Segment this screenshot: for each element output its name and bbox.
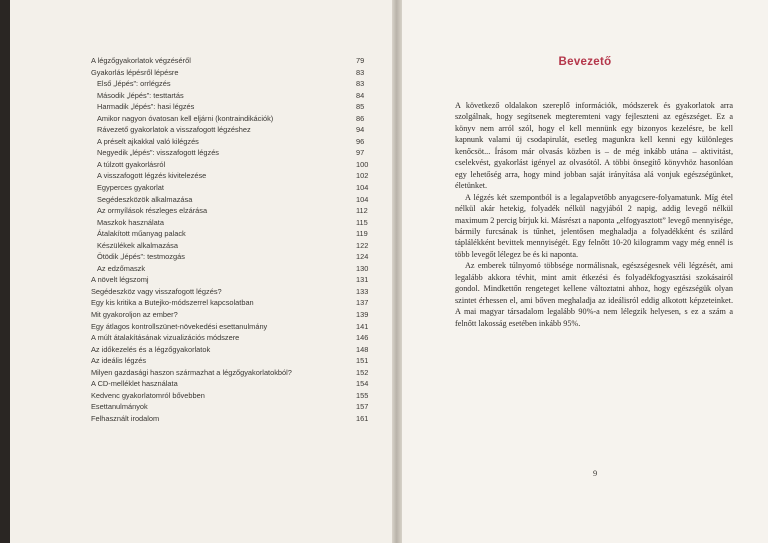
toc-entry — [91, 182, 376, 194]
toc-entry-title: Segédeszköz vagy visszafogott légzés? — [91, 286, 222, 296]
toc-entry-page: 148 — [356, 344, 369, 354]
toc-entry — [91, 101, 376, 113]
toc-entry-title: Első „lépés”: orrlégzés — [97, 79, 171, 89]
toc-entry-page: 154 — [356, 379, 369, 389]
toc-entry-title: Negyedik „lépés”: visszafogott légzés — [97, 148, 220, 158]
toc-entry-page: 157 — [356, 402, 369, 412]
toc-entry-page: 141 — [356, 321, 369, 331]
toc-entry-page: 85 — [356, 102, 365, 112]
toc-entry — [91, 205, 376, 217]
toc-entry-title: Egy kis kritika a Butejko-módszerrel kapcsolatban — [91, 298, 254, 308]
toc-entry-page: 130 — [356, 263, 369, 273]
toc-entry-title: Milyen gazdasági haszon származhat a légzőgyakorlatokból? — [91, 367, 292, 377]
toc-entry-page: 152 — [356, 367, 369, 377]
toc-entry — [91, 170, 376, 182]
toc-entry-title: A túlzott gyakorlásról — [97, 159, 166, 169]
toc-entry-title: Rávezető gyakorlatok a visszafogott légzéshez — [97, 125, 251, 135]
toc-entry-title: Kedvenc gyakorlatomról bővebben — [91, 390, 205, 400]
toc-entry-title: Segédeszközök alkalmazása — [97, 194, 193, 204]
toc-entry-page: 119 — [356, 229, 368, 239]
toc-entry-title: A CD-melléklet használata — [91, 379, 178, 389]
toc-entry — [91, 297, 376, 309]
toc-entry-page: 79 — [356, 56, 365, 65]
toc-entry-page: 139 — [356, 310, 369, 320]
toc-entry-page: 83 — [356, 79, 365, 89]
toc-entry-page: 112 — [356, 206, 368, 216]
toc-entry — [91, 240, 376, 252]
toc-entry-title: Maszkok használata — [97, 217, 164, 227]
toc-entry — [91, 147, 376, 159]
toc-entry-title: A préselt ajkakkal való kilégzés — [97, 136, 199, 146]
paragraph: A légzés két szempontból is a legalapvetőbb anyagcsere-folyamatunk. Míg étel nélkül akár hetekig, folyadék nélkül nagyjából 2 napig, addig levegő nélkül maximum 2 percig bírjuk ki. Másrészt a naponta „elfogyasztott” levegő mennyisége, bármily furcsának is tűnhet, jelentősen meghaladja a folyadékként és szilárd táplálékként bevittek mennyiségét. Egy felnőtt 10-20 kilogramm vagy még ennél is több levegőt lélegez be és ki naponta. — [455, 192, 733, 259]
paragraph: A következő oldalakon szereplő információk, módszerek és gyakorlatok arra szolgálnak, hogy segítsenek megteremteni vagy fejleszteni az egészséget. Ez a könyv nem arról szól, hogy el kell mennünk egy bizonyos kezelésre, be kell kapnunk valami új csodapirulát, esetleg magunkra kell kenni egy különleges kenőcsöt... Írásom már olvasás közben is – de még inkább utána – aktivitást, cselekvést, gyakorlást igényel az olvasótól. A többi önsegítő könyvhöz hasonlóan egy lehetőség arra, hogy mind jobban saját irányítása alá vonjuk egészségünket, életünket. — [455, 101, 733, 191]
toc-entry — [91, 367, 376, 379]
toc-entry-title: A visszafogott légzés kivitelezése — [97, 171, 207, 181]
toc-entry — [91, 413, 376, 425]
toc-entry-title: Felhasznált irodalom — [91, 413, 160, 423]
toc-entry-page: 83 — [356, 67, 365, 77]
toc-entry — [91, 401, 376, 413]
toc-entry — [91, 67, 376, 79]
toc-entry — [91, 274, 376, 286]
toc-entry-page: 133 — [356, 286, 369, 296]
toc-entry — [91, 113, 376, 125]
toc-entry — [91, 90, 376, 102]
toc-entry — [91, 321, 376, 333]
toc-entry-title: A múlt átalakításának vizualizációs módszere — [91, 333, 240, 343]
toc-entry-title: Amikor nagyon óvatosan kell eljárni (kontraindikációk) — [97, 113, 274, 123]
toc-entry-page: 104 — [356, 183, 369, 193]
toc-entry-title: A légzőgyakorlatok végzéséről — [91, 56, 191, 65]
toc-entry — [91, 78, 376, 90]
toc-entry-page: 122 — [356, 240, 369, 250]
toc-entry-page: 124 — [356, 252, 369, 262]
toc-entry-title: Ötödik „lépés”: testmozgás — [97, 252, 185, 262]
toc-entry-page: 86 — [356, 113, 365, 123]
toc-entry-page: 131 — [356, 275, 369, 285]
toc-entry-page: 155 — [356, 390, 369, 400]
toc-entry-page: 137 — [356, 298, 369, 308]
toc-entry-title: Az ideális légzés — [91, 356, 147, 366]
toc-entry-title: Egy átlagos kontrollszünet-növekedési esettanulmány — [91, 321, 268, 331]
toc-entry-title: Az időkezelés és a légzőgyakorlatok — [91, 344, 211, 354]
toc-entry — [91, 124, 376, 136]
toc-entry-page: 102 — [356, 171, 369, 181]
toc-entry — [91, 228, 376, 240]
toc-entry-page: 161 — [356, 413, 369, 423]
toc-entry-page: 100 — [356, 159, 369, 169]
toc-entry — [91, 286, 376, 298]
toc-entry-page: 84 — [356, 90, 365, 100]
toc-entry-title: Harmadik „lépés”: hasi légzés — [97, 102, 195, 112]
table-of-contents — [91, 55, 376, 425]
toc-entry — [91, 217, 376, 229]
toc-entry — [91, 332, 376, 344]
toc-entry — [91, 309, 376, 321]
book-gutter — [392, 0, 402, 543]
page-number: 9 — [593, 469, 598, 478]
toc-entry-page: 96 — [356, 136, 365, 146]
toc-entry-title: Az edzőmaszk — [97, 263, 146, 273]
toc-entry — [91, 355, 376, 367]
paragraph: Az emberek túlnyomó többsége normálisnak, egészségesnek véli légzését, ami legalább akkora tévhit, mint amit étkezési és folyadékfogyasztási szokásairól gondol. Mindkettőn rengeteget kellene változtatni ahhoz, hogy egészségük olyan szintet érhessen el, ami bőven meghaladja az ideálisról eddig alkotott képzeteinket. A mai magyar társadalom legalább 90%-a nem lélegzik helyesen, s ez a szám a felnőtt lakosság esetében inkább 95%. — [455, 261, 733, 328]
toc-entry-page: 94 — [356, 125, 365, 135]
toc-entry-page: 104 — [356, 194, 369, 204]
toc-entry-title: Esettanulmányok — [91, 402, 148, 412]
toc-entry-title: Mit gyakoroljon az ember? — [91, 310, 178, 320]
toc-entry-title: A növelt légszomj — [91, 275, 149, 285]
toc-entry — [91, 55, 376, 67]
toc-entry — [91, 251, 376, 263]
toc-entry — [91, 344, 376, 356]
toc-entry — [91, 194, 376, 206]
toc-entry — [91, 136, 376, 148]
toc-entry-page: 151 — [356, 356, 369, 366]
toc-entry — [91, 263, 376, 275]
toc-entry-page: 146 — [356, 333, 369, 343]
toc-entry-page: 115 — [356, 217, 368, 227]
chapter-body — [455, 100, 733, 329]
toc-entry-title: Az ormyílások részleges elzárása — [97, 206, 208, 216]
toc-entry — [91, 378, 376, 390]
chapter-title: Bevezető — [558, 56, 612, 68]
toc-entry-title: Második „lépés”: testtartás — [97, 90, 184, 100]
toc-entry-title: Gyakorlás lépésről lépésre — [91, 67, 179, 77]
toc-entry — [91, 159, 376, 171]
toc-entry-title: Egyperces gyakorlat — [97, 183, 164, 193]
toc-entry-page: 97 — [356, 148, 365, 158]
toc-entry-title: Átalakított műanyag palack — [97, 229, 186, 239]
toc-entry-title: Készülékek alkalmazása — [97, 240, 178, 250]
toc-entry — [91, 390, 376, 402]
